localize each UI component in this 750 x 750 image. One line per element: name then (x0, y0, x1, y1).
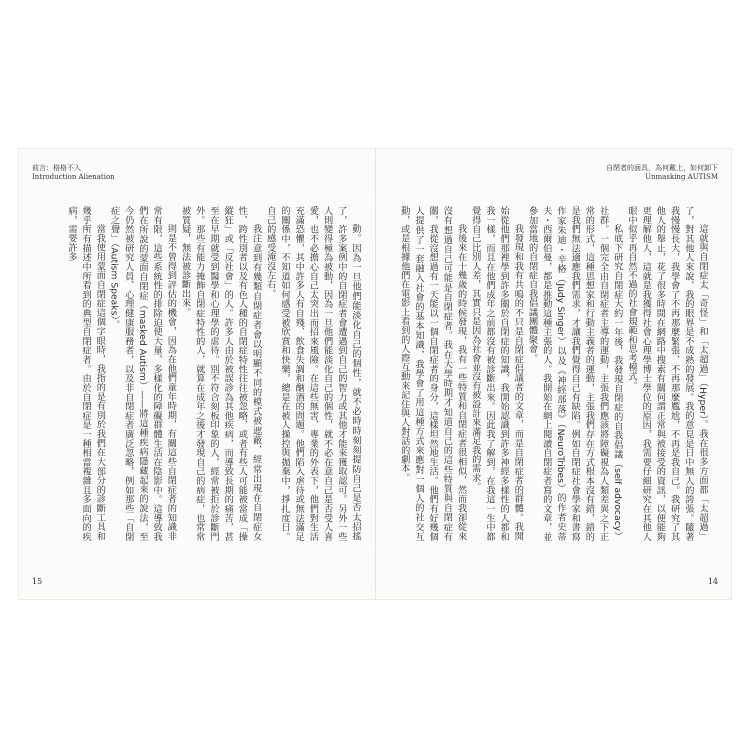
left-paragraph: 則是不曾得到評估的機會，因為在他們童年時期，有關這些自閉症者的知識非常有限，這些系統性的排除迫使大量、多樣化的障礙群體生活在陰影中。這導致我們在所說的蒙面自閉症（masked Autism）——將這種疾病隱藏起來的說法，至今仍然被研究人員、心理健康服務者，以及非自閉症者廣泛忽略，例如那些「自閉症之聲」（Autism Speaks）。 (108, 206, 177, 541)
left-running-header (32, 164, 115, 182)
right-paragraph: 這就與自閉症太「奇怪」和「太超過」（Hyper）。我在很多方面都「太超過」了，對其他人來說，我的眼界是不成熟的發展。我的意見是日中無人的誇張。隨著我慢慢長大，我學會了不再那麼緊張、不再那麼尷尬，不再是我自己。我研究了其他人的舉止，花了很多時間在網路中搜索有關何謂正常與被接受的資訊，以便能夠更理解他人，這就是我獲得社會心理學博士學位的原因，我需要仔細研究在其他人眼中似乎再自然不過的社會規範和思考模式。 (625, 206, 708, 541)
left-paragraph: 動。因為一旦他們能淡化自己的個性，就不必時時刻刻提防自己是否太招搖了，許多案例中的自閉症者會遭遇到自己的智力或其他才能來獲取認可。另外一些人則變得極為被動，因為一旦他們能淡化自己的個性，就不必在意自己是否受人喜愛，也不必擔心自己太突出而招來風險。在這些無害、專業的外表下，他們對生活充滿恐懼，其中許多人有自殘、飲食失調和酗酒的問題。他們陷入虐待或無法滿足的關係中，不知道如何感受被欣賞和快樂，總是在被人操控與拋棄中，掙扎度日。自己的感受淹沒左右。 (264, 206, 361, 541)
book-spread (18, 148, 732, 600)
right-paragraph: 我發現和我有共鳴的不只是自閉症倡議者的文章，而是自閉症者的群體。我開始從他們那裡學到許多關於自閉症的知識，我開始認識到許多神經多樣性的人都和我一樣，而且在他們成年之前都沒有被診斷出來。因此我了解到，在我這一生中都覺得自己比別人差，其實只是因為社會並沒有被設計來滿足我的需求。 (469, 206, 524, 541)
left-header-english: Introduction Alienation (32, 173, 115, 181)
right-running-header (606, 164, 718, 182)
left-page-number: 15 (32, 577, 43, 586)
right-page (375, 148, 732, 600)
left-body-text (44, 206, 362, 541)
right-body-text (389, 206, 709, 541)
left-page (18, 148, 375, 600)
right-paragraph: 私底下研究自閉症大約一年後，我發現自閉症的自我倡議（self advocacy）社群。一個完全由自閉症者主導的運動，主張我們應該將障礙視為人類差異之下正常的形式，這種思想家和行動主義者的運動，主張我們存在方式根本沒有錯，錯的是我們無法適應我們需求，才讓我們覺得自己有缺陷。例如自閉症社會學家和書寫作家朱迪・辛格（Judy Singer）以及《神經部落》（NeuroTribes）的作者史蒂夫・西爾伯曼，都是推動這種主張的人。我開始在網上閱讀自閉症者寫的文章，並參加當地的自閉症自我倡議團體聚會。 (526, 206, 623, 541)
left-paragraph: 我注意到有幾類自閉症者會以明顯不同的模式被遮蔽，經常出現在自閉症女性、跨性別者以及有色人種的自閉症特性往往被忽略，或者有些人可能被當成「操縱狂」或「反社會」的人。許多人由於被誤診為其他疾病，而導致長期的痛苦，甚至在早期就受到醫學和心理學的虐待。別不符合刻板印象的人，經常被拒於診斷門外。那些有能力掩飾自閉症特性的人，就算在成年之後才發現自己的病症，也常常被質疑，無法被診斷出來。 (179, 206, 262, 541)
right-header-chinese: 自閉者的面具，為何戴上，如何卸下 (606, 164, 718, 172)
right-header-english: Unmasking AUTISM (645, 173, 718, 181)
right-paragraph: 我後來在十幾歲的時候發現，我有一些特質和自閉症者很相似，然而我卻從來沒有想過自己可能是自閉症者。我在大學時期才知道自己的這些特質與自閉症有關，我從沒想過有一天能以一個自閉症者的身分，這樣坦然地生活。他們有好幾個人提供了一套融入社會的基本知識，我學會了用這種方式來應對一個人的社交互動，或是根據他們在電影上看到的人際互動來記住與人對話的劇本。 (398, 206, 467, 541)
left-header-chinese: 前言：格格不入 (32, 164, 81, 172)
right-page-number: 14 (707, 577, 718, 586)
left-paragraph: 當我使用蒙面自閉症這個字眼時，我指的是有別於我們在大部分的診斷工具和幾乎所有描述中所看到的典型自閉症者。由於自閉症是一種相當複雜且多面向的疾病，需要許多 (65, 206, 106, 541)
